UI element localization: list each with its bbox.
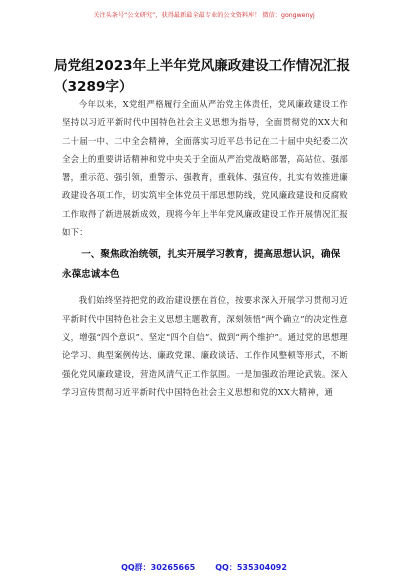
qq-number-text: QQ：535304092	[215, 563, 287, 572]
document-body	[62, 95, 348, 401]
qq-group-text: QQ群：30265665	[121, 563, 196, 572]
section-paragraph-1: 我们始终坚持把党的政治建设摆在首位，按要求深入开展学习贯彻习近平新时代中国特色社会主义思想主题教育，深刻领悟“两个确立”的决定性意义，增强“四个意识”、坚定“四个自信”、做到“两个维护”。通过党的思想理论学习、典型案例传达、廉政党课、廉政谈话、工作作风整顿等形式，不断强化党风廉政建设，营造风清气正工作氛围。一是加强政治理论武装。深入学习宣传贯彻习近平新时代中国特色社会主义思想和党的XX大精神，通	[62, 295, 348, 397]
section-heading-1: 一、聚焦政治统领，扎实开展学习教育，提高思想认识，确保永葆忠诚本色	[62, 249, 341, 281]
footer-contact	[0, 562, 408, 573]
document-title: 局党组2023年上半年党风廉政建设工作情况汇报（3289字）	[54, 58, 351, 95]
top-banner: 关注头条号“公文研究”，获得最新最全最专业的公文资料库！ 微信：gongwenyj	[93, 12, 315, 19]
intro-paragraph: 今年以来，X党组严格履行全面从严治党主体责任，党风廉政建设工作坚持以习近平新时代中国特色社会主义思想为指导，全面贯彻党的XX大和二十届一中、二中全会精神，全面落实习近平总书记在二十届中央纪委二次全会上的重要讲话精神和党中央关于全面从严治党战略部署，高站位、强部署，重示范、强引领，重警示、强教育，重载体、强宣传，扎实有效推进廉政建设各项工作，切实筑牢全体党员干部思想防线，党风廉政建设和反腐败工作取得了新进展新成效，现将今年上半年党风廉政建设工作开展情况汇报如下：	[62, 99, 348, 238]
